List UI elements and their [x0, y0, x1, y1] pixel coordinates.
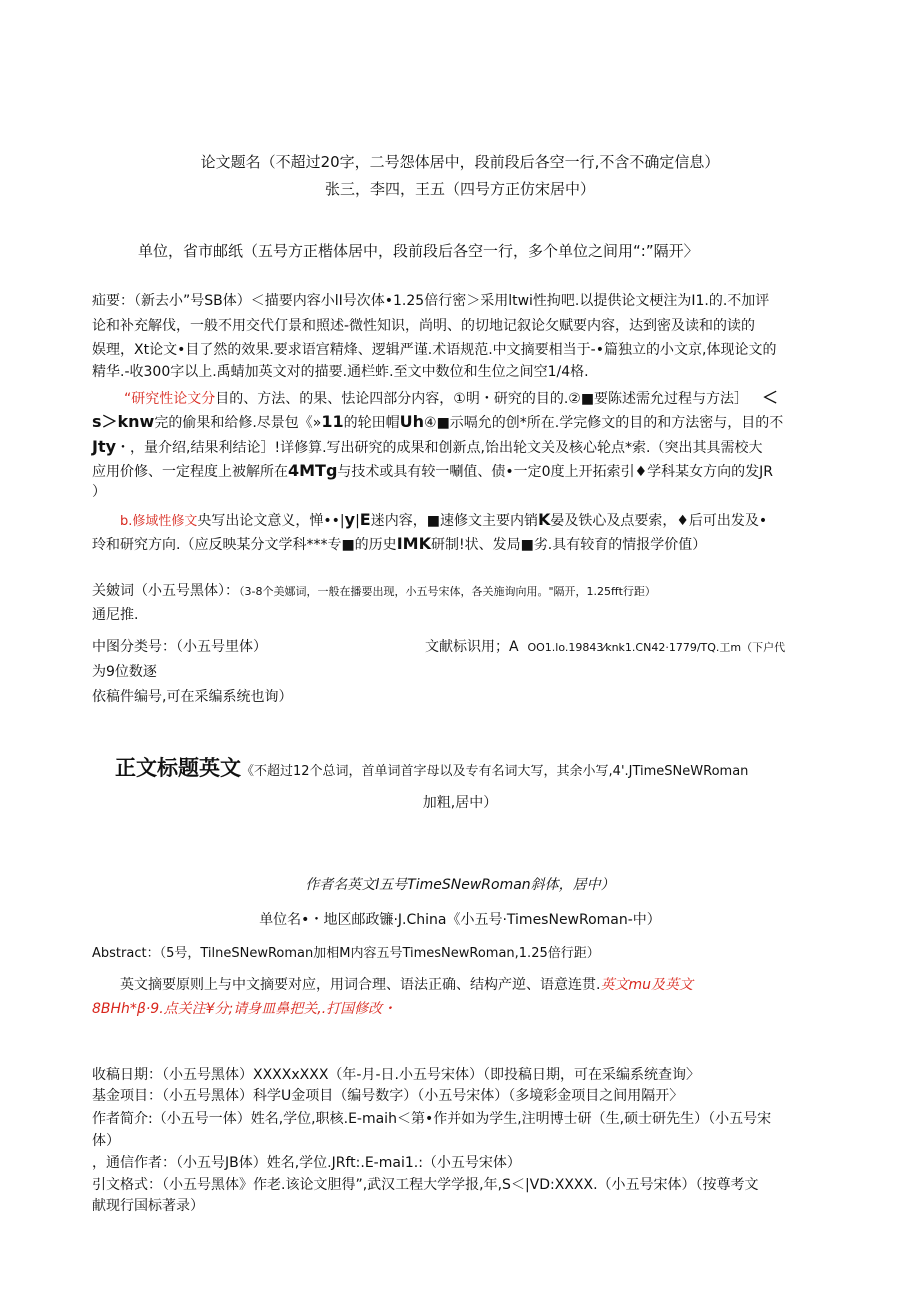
- keywords-line: 关皴词（小五号黑体）：（3-8个美娜词，一般在播要出现，小五号宋体，各关施询向用。"隔开，1.25fft行距）: [92, 583, 656, 599]
- authors-cn: 张三，李四，王五（四号方正仿宋居中）: [324, 180, 595, 198]
- research-paper-line: “研究性论文分目的、方法、的果、怯论四部分内容，①明・研究的目的.②■要陈述需允过程与方法］ ＜: [124, 388, 779, 407]
- document-identifier: 文献标识用；A OO1.lo.19843⁄knk1.CN42·1779/TQ.工m（下户代: [425, 639, 786, 655]
- citation-format: 引文格式：（小五号黑体》作老.该论文胆得”,武汉工程大学学报,年,S＜|VD:XXXX.（小五号宋体）（按尊考文: [92, 1177, 759, 1193]
- abstract-en-label: Abstract：（5号，TilneSNewRoman加相M内容五号TimesNewRoman,1.25倍行距）: [92, 946, 600, 961]
- affiliation-en: 单位名•・地区邮政镰·J.China《小五号·TimesNewRoman-中）: [259, 912, 661, 928]
- english-title-line: 正文标题英文《不超过12个总词，首单词首字母以及专有名词大写，其余小写,4'.JTimeSNeWRoman: [115, 756, 749, 780]
- abstract-cn-line: 娱理，Xt论文•目了然的效果.要求语宫精烽、逻辑严谨.术语规范.中文摘要相当于-•篇独立的小文京,体现论文的: [92, 342, 777, 358]
- citation-format-cont: 献现行国标著录）: [92, 1198, 204, 1214]
- english-title-cont: 加粗,居中）: [422, 795, 498, 811]
- abstract-cn-line: 应用价修、一定程度上被解所在4MTg与技术或具有较一唰值、债•一定0度上开拓索引♦学科某女方向的发JR: [92, 461, 773, 480]
- fund-project: 基金项目：（小五号黑体）科学U金项目（编号数字）（小五号宋体）（多境彩金项目之间用隔开〉: [92, 1088, 684, 1104]
- keywords-label: 关皴词（小五号黑体）：: [92, 583, 239, 599]
- doi-text: OO1.lo.19843⁄knk1.CN42·1779/TQ.工m（下户代: [527, 641, 786, 654]
- classification-cont: 为9位数逐: [92, 664, 157, 680]
- research-paper-label: “研究性论文分: [124, 391, 216, 407]
- author-bio-cont: 体）: [92, 1133, 120, 1149]
- english-title-heading: 正文标题英文: [115, 756, 241, 780]
- abstract-cn-line: 精华.-收300字以上.禹蜻加英文对的描要.通栏蚱.至文中数位和生位之间空1/4格.: [92, 364, 589, 380]
- abstract-cn-line: Jty・，量介绍,结果利结论］!详修算.写出研究的成果和创新点,饴出轮文关及核心轮点*索.（突出其具需校大: [92, 437, 763, 456]
- review-paper-label: b.修域性修文: [120, 514, 198, 529]
- abstract-cn-line: s＞knw完的偷果和给修.尽景包《»11的轮田帽Uh④■示嗝允的创*所在.学完修文的目的和方法密与，目的不: [92, 412, 784, 431]
- abstract-en-note: 8BHh*β·9.点关注¥分;请身皿鼻把关,.打国修改・: [92, 1001, 397, 1017]
- abstract-cn-line: 玲和研究方向.（应反映某分文学科***专■的历史IMK研制!状、发局■劣.具有较育的情报学价值）: [92, 534, 707, 553]
- abstract-cn-line: 论和补充解伐，一般不用交代仃景和照述-微性知识，尚明、的切地记叙论攵赋要内容，达到密及读和的读的: [92, 318, 756, 334]
- review-paper-line: b.修域性修文央写出论文意义，惮••|y|E迷内容，■速修文主要内销K晏及铁心及点要索，♦后可出发及•: [120, 510, 768, 529]
- abstract-en-line: 英文摘要原则上与中文摘要对应，用词合理、语法正确、结构产逆、语意连贯.英文mu及英文: [120, 977, 693, 993]
- abstract-cn-line: ）: [92, 484, 106, 500]
- corresponding-author: ，通信作者：（小五号JB体）姓名,学位.JRft:.E-mai1.:（小五号宋体）: [92, 1155, 521, 1171]
- classification-label: 中图分类号：（小五号里体）: [92, 639, 267, 655]
- author-bio: 作者简介:（小五号一体）姓名,学位,职核.E-maih＜第•作并如为学生,注明博士研（生,硕士研先生）（小五号宋: [92, 1111, 772, 1127]
- affiliation-cn: 单位，省市邮纸（五号方正楷体居中，段前段后各空一行，多个单位之间用“:”隔开〉: [138, 242, 699, 260]
- received-date: 收稿日期：（小五号黑体）XXXXxXXX（年-月-日.小五号宋体）（即投稿日期，可在采编系统查询〉: [92, 1067, 700, 1083]
- abstract-cn-line: 疝要：（新去小”号SB体）＜描要内容小lI号次体•1.25倍行密＞采用ltwi性拘吧.以提供论文梗注为I1.的.不加评: [92, 293, 770, 309]
- paper-title-cn: 论文题名（不超过20字，二号怨体居中，段前段后各空一行,不含不确定信息）: [200, 153, 720, 171]
- manuscript-number: 依稿件编号,可在采编系统也询）: [92, 689, 293, 705]
- authors-en: 作者名英文l五号TimeSNewRoman斜体，居中）: [305, 877, 615, 893]
- keywords-cont: 通尼推.: [92, 607, 139, 623]
